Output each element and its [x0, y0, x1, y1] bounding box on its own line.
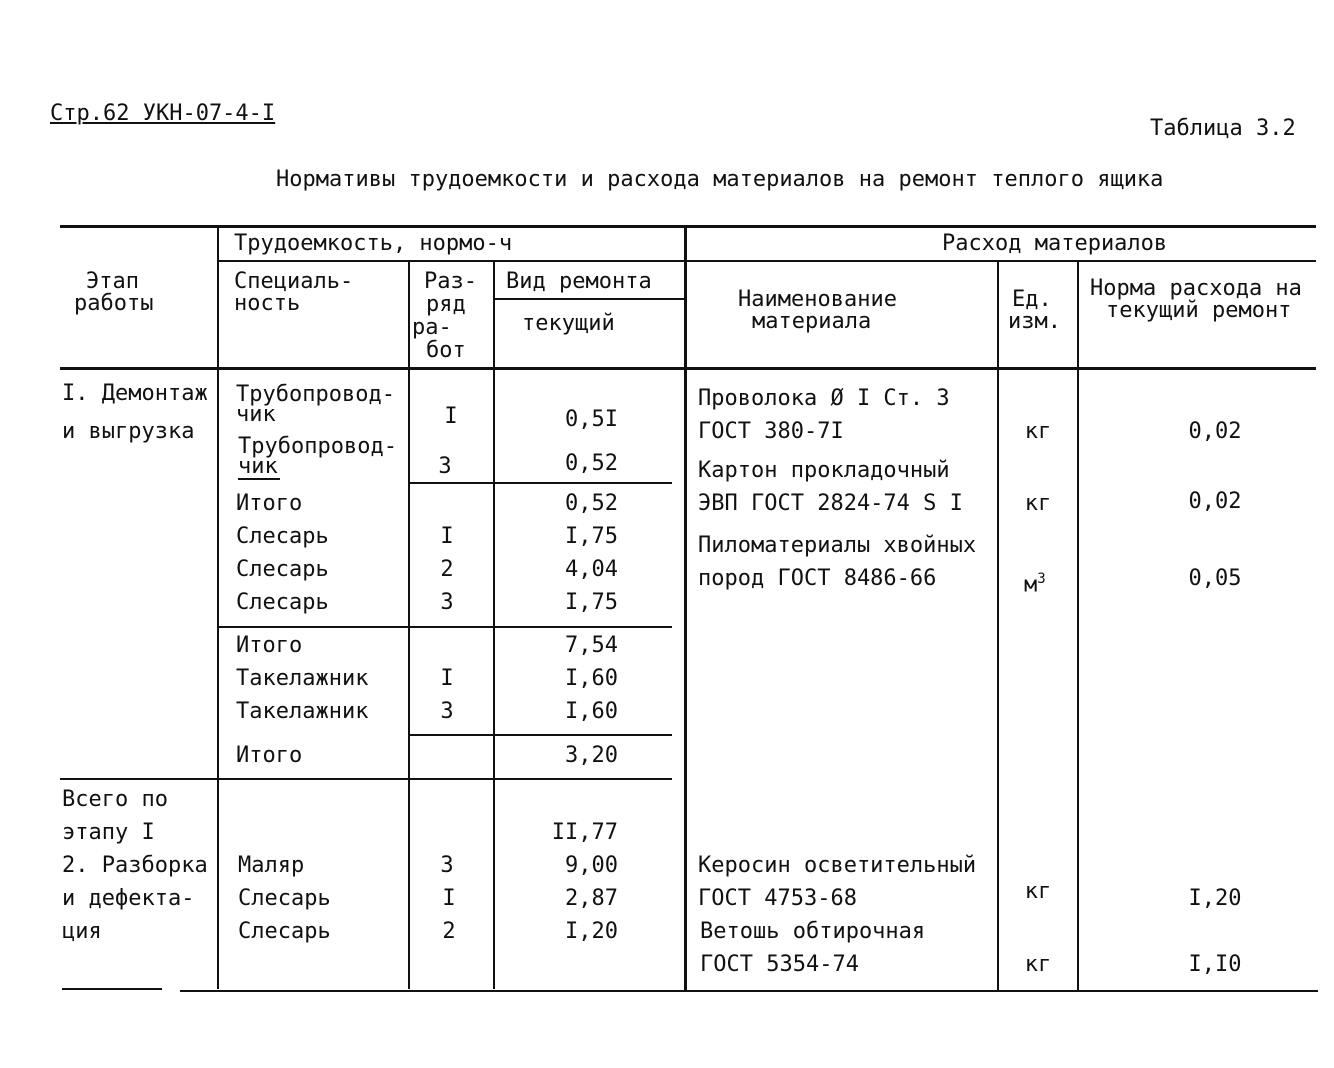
stage2-name-2: и дефекта- — [62, 886, 195, 911]
material-unit: кг — [1024, 879, 1052, 904]
header-materials: Расход материалов — [942, 231, 1168, 256]
total-label: Всего по — [62, 787, 168, 812]
table-cell-spec: чик — [238, 454, 278, 479]
material-name: ЭВП ГОСТ 2824-74 S I — [698, 491, 963, 516]
material-unit: $м^3$ — [1024, 571, 1046, 598]
page-header-ref: Стр.62 УКН-07-4-I — [50, 101, 276, 126]
header-stage-2: работы — [74, 291, 154, 316]
table-cell-value: 7,54 — [565, 633, 618, 658]
table-cell-value: 0,52 — [565, 451, 618, 476]
table-cell-grade: I — [440, 524, 454, 549]
table-cell-spec: Слесарь — [236, 557, 329, 582]
table-cell-grade: 3 — [438, 454, 452, 479]
material-unit: кг — [1024, 952, 1052, 977]
table-cell-grade: I — [440, 666, 454, 691]
table-cell-spec: Такелажник — [236, 666, 369, 691]
table-cell-spec: Слесарь — [238, 919, 331, 944]
table-cell-value: 9,00 — [565, 853, 618, 878]
total-value: II,77 — [551, 820, 618, 845]
table-cell-value: I,60 — [565, 666, 618, 691]
total-label-2: этапу I — [62, 820, 155, 845]
stage1-name: I. Демонтаж — [62, 381, 208, 406]
stage2-name: 2. Разборка — [62, 853, 208, 878]
material-unit: кг — [1024, 491, 1052, 516]
table-cell-spec: чик — [236, 402, 276, 427]
material-name: Ветошь обтирочная — [700, 919, 926, 944]
table-cell-grade: 3 — [440, 590, 454, 615]
table-title: Нормативы трудоемкости и расхода материалов на ремонт теплого ящика — [276, 167, 1164, 192]
header-grade-4: бот — [426, 338, 466, 363]
header-norm: Норма расхода на — [1090, 276, 1302, 301]
material-name: ГОСТ 5354-74 — [700, 952, 859, 977]
header-specialty-2: ность — [234, 291, 301, 316]
table-cell-spec: Такелажник — [236, 699, 369, 724]
table-cell-spec: Слесарь — [238, 886, 331, 911]
stage1-name-2: и выгрузка — [62, 419, 195, 444]
header-material-name: Наименование — [738, 287, 897, 312]
material-name: ГОСТ 4753-68 — [698, 886, 857, 911]
table-cell-spec: Итого — [236, 491, 303, 516]
material-norm: 0,02 — [1188, 419, 1242, 444]
material-norm: 0,02 — [1188, 489, 1242, 514]
table-cell-grade: I — [442, 886, 456, 911]
table-cell-grade: 3 — [440, 853, 454, 878]
header-specialty: Специаль- — [234, 269, 354, 294]
header-grade: Раз- — [424, 269, 477, 294]
table-cell-spec: Маляр — [238, 853, 305, 878]
table-cell-value: 0,52 — [565, 491, 618, 516]
table-cell-value: I,75 — [565, 524, 618, 549]
header-labor: Трудоемкость, нормо-ч — [234, 231, 513, 256]
header-stage: Этап — [86, 269, 139, 294]
material-norm: 0,05 — [1188, 566, 1242, 591]
stage2-name-3: ция — [62, 919, 102, 944]
material-norm: I,I0 — [1188, 952, 1242, 977]
header-unit-2: изм. — [1008, 309, 1061, 334]
header-grade-3: ра- — [412, 315, 452, 340]
table-cell-spec: Слесарь — [236, 524, 329, 549]
table-cell-spec: Итого — [236, 743, 303, 768]
table-cell-value: I,75 — [565, 590, 618, 615]
table-cell-value: I,60 — [565, 699, 618, 724]
table-cell-spec: Итого — [236, 633, 303, 658]
table-cell-spec: Трубопровод- — [238, 434, 397, 459]
table-cell-grade: 2 — [440, 557, 454, 582]
header-current: текущий — [522, 311, 615, 336]
material-name: Пиломатериалы хвойных — [698, 533, 977, 558]
table-cell-grade: 2 — [442, 919, 456, 944]
table-cell-value: 2,87 — [565, 886, 618, 911]
table-cell-value: 4,04 — [565, 557, 618, 582]
header-material-name-2: материала — [752, 309, 872, 334]
material-norm: I,20 — [1188, 886, 1242, 911]
table-cell-spec: Трубопровод- — [236, 382, 395, 407]
material-unit: кг — [1024, 419, 1052, 444]
header-unit: Ед. — [1012, 287, 1052, 312]
table-cell-value: 3,20 — [565, 743, 618, 768]
header-norm-2: текущий ремонт — [1106, 298, 1292, 323]
material-name: пород ГОСТ 8486-66 — [698, 566, 937, 591]
header-repair-type: Вид ремонта — [506, 269, 652, 294]
material-name: ГОСТ 380-7I — [698, 419, 844, 444]
material-name: Картон прокладочный — [698, 458, 950, 483]
material-name: Керосин осветительный — [698, 853, 977, 878]
table-cell-grade: I — [444, 404, 458, 429]
table-cell-value: 0,5I — [565, 407, 618, 432]
table-cell-grade: 3 — [440, 699, 454, 724]
table-cell-spec: Слесарь — [236, 590, 329, 615]
table-number: Таблица 3.2 — [1150, 116, 1296, 141]
material-name: Проволока Ø I Ст. 3 — [698, 386, 950, 411]
table-cell-value: I,20 — [565, 919, 618, 944]
header-grade-2: ряд — [426, 292, 466, 317]
